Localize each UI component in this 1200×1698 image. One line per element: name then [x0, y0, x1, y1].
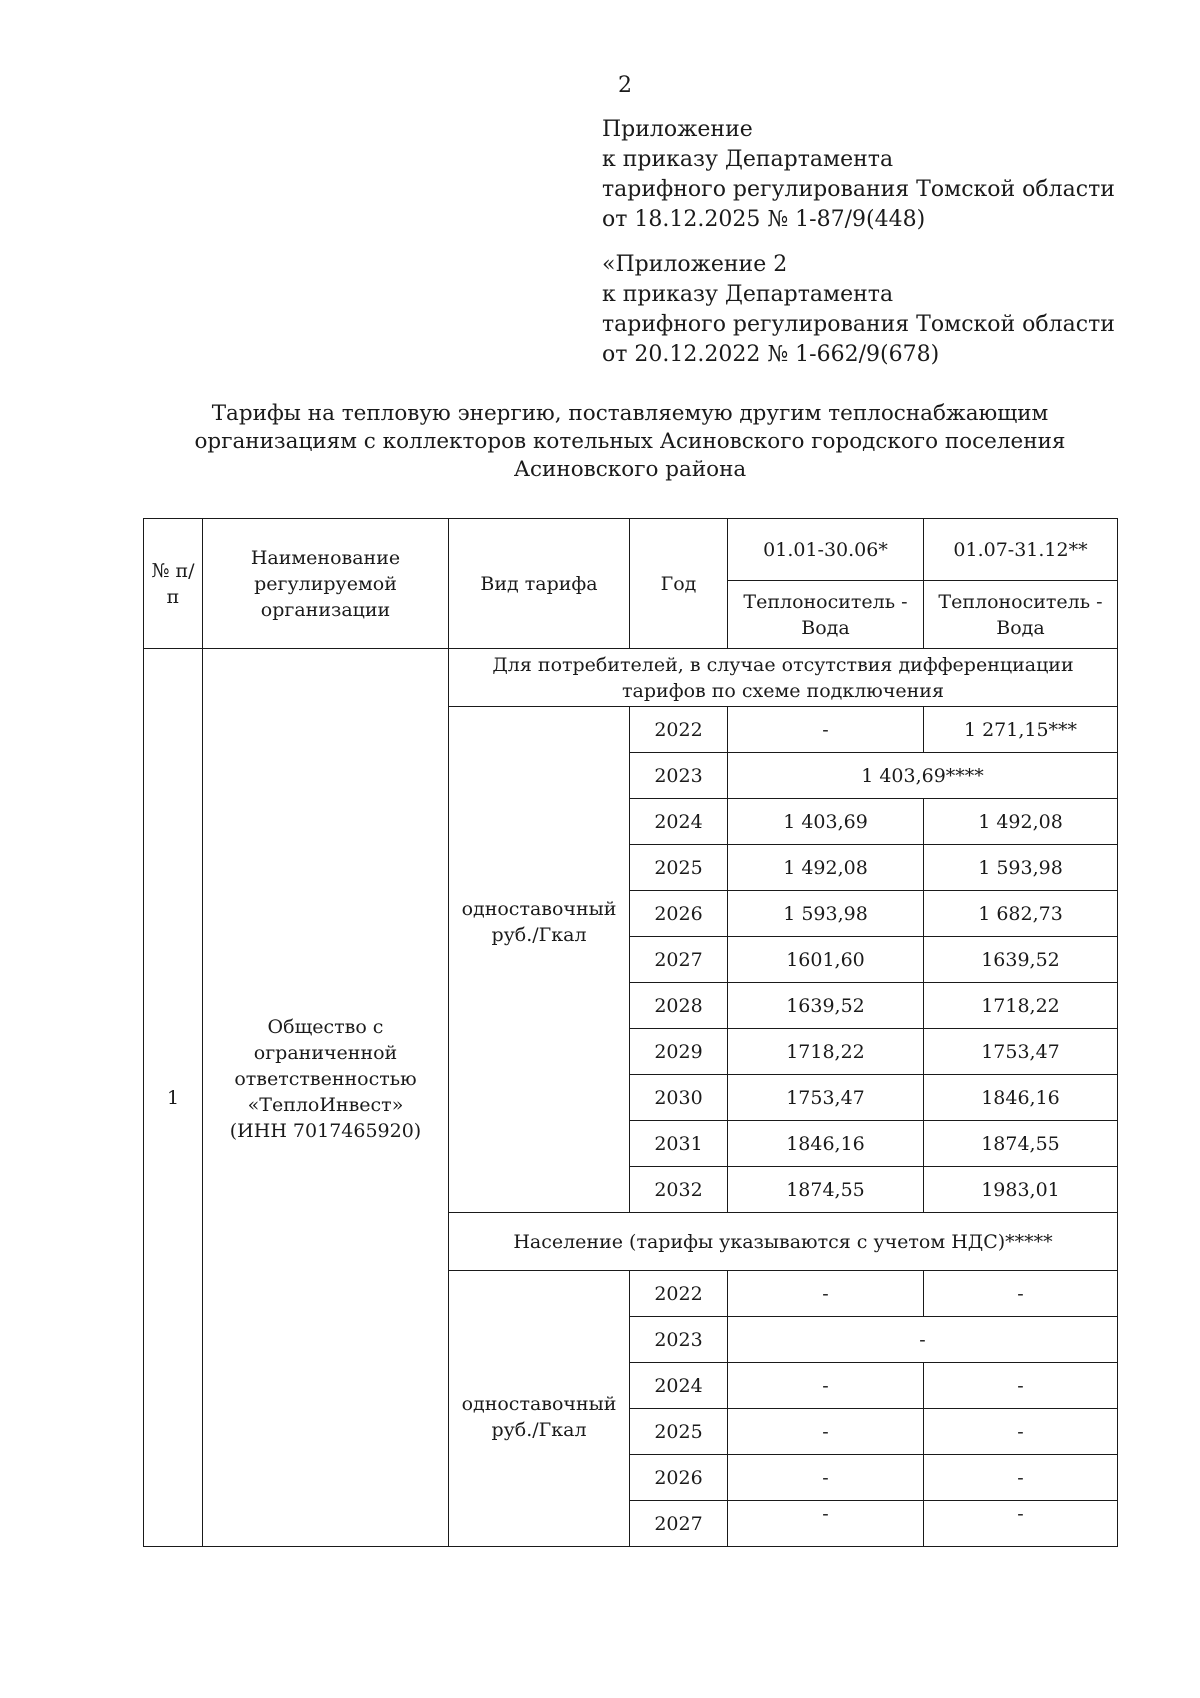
tariff-h2-cell: 1874,55 — [924, 1121, 1118, 1167]
header-carrier-1: Теплоноситель - Вода — [728, 581, 924, 649]
year-cell: 2030 — [630, 1075, 728, 1121]
tariff-type-single-rate: одноставочный руб./Гкал — [449, 1271, 630, 1547]
year-cell: 2025 — [630, 845, 728, 891]
year-cell: 2027 — [630, 1501, 728, 1547]
tariff-h1-cell: - — [728, 1455, 924, 1501]
year-cell: 2028 — [630, 983, 728, 1029]
tariff-h1-cell: - — [728, 1271, 924, 1317]
tariff-h1-cell: 1 403,69 — [728, 799, 924, 845]
year-cell: 2025 — [630, 1409, 728, 1455]
tariff-h2-cell: 1846,16 — [924, 1075, 1118, 1121]
tariff-h2-cell: 1 593,98 — [924, 845, 1118, 891]
tariff-h2-cell: 1753,47 — [924, 1029, 1118, 1075]
tariff-h1-cell: 1601,60 — [728, 937, 924, 983]
header-row — [144, 519, 1118, 581]
year-cell: 2023 — [630, 753, 728, 799]
tariff-h1-cell: 1874,55 — [728, 1167, 924, 1213]
appendix-line: тарифного регулирования Томской области — [602, 312, 1115, 337]
year-cell: 2026 — [630, 891, 728, 937]
tariff-h2-cell: 1639,52 — [924, 937, 1118, 983]
tariff-type-single-rate: одноставочный руб./Гкал — [449, 707, 630, 1213]
tariff-h2-cell: - — [924, 1409, 1118, 1455]
title-line: Тарифы на тепловую энергию, поставляемую другим теплоснабжающим — [211, 401, 1049, 426]
tariff-merged-cell: 1 403,69**** — [728, 753, 1118, 799]
header-org-name: Наименование регулируемой организации — [203, 519, 449, 649]
tariff-h1-cell: - — [728, 1501, 924, 1547]
tariff-h2-cell: 1983,01 — [924, 1167, 1118, 1213]
tariff-h1-cell: 1 492,08 — [728, 845, 924, 891]
year-cell: 2024 — [630, 1363, 728, 1409]
organization-line: «ТеплоИнвест» — [247, 1093, 404, 1116]
tariff-h2-cell: - — [924, 1455, 1118, 1501]
tariff-h2-cell: - — [924, 1501, 1118, 1547]
appendix-line: «Приложение 2 — [602, 252, 788, 277]
year-cell: 2023 — [630, 1317, 728, 1363]
year-cell: 2029 — [630, 1029, 728, 1075]
year-cell: 2022 — [630, 707, 728, 753]
year-cell: 2022 — [630, 1271, 728, 1317]
section-consumers-title: Для потребителей, в случае отсутствия дифференциации тарифов по схеме подключения — [449, 649, 1118, 707]
header-number: № п/п — [144, 519, 203, 649]
tariff-merged-cell: - — [728, 1317, 1118, 1363]
tariff-table — [143, 518, 1118, 1547]
year-cell: 2024 — [630, 799, 728, 845]
organization-line: ответственностью — [234, 1067, 417, 1090]
tariff-h2-cell: 1 682,73 — [924, 891, 1118, 937]
appendix-header — [602, 115, 1115, 235]
organization-line: (ИНН 7017465920) — [229, 1119, 422, 1142]
appendix-line: тарифного регулирования Томской области — [602, 177, 1115, 202]
row-number: 1 — [144, 649, 203, 1547]
tariff-h1-cell: 1753,47 — [728, 1075, 924, 1121]
organization-name — [203, 649, 449, 1547]
appendix-line: от 18.12.2025 № 1-87/9(448) — [602, 207, 926, 232]
section-population-title: Население (тарифы указываются с учетом НДС)***** — [449, 1213, 1118, 1271]
tariff-h1-cell: - — [728, 1363, 924, 1409]
header-period-2: 01.07-31.12** — [924, 519, 1118, 581]
header-carrier-2: Теплоноситель - Вода — [924, 581, 1118, 649]
header-period-1: 01.01-30.06* — [728, 519, 924, 581]
appendix-line: от 20.12.2022 № 1-662/9(678) — [602, 342, 940, 367]
tariff-h2-cell: 1718,22 — [924, 983, 1118, 1029]
appendix-line: к приказу Департамента — [602, 282, 894, 307]
section-row — [144, 649, 1118, 707]
organization-line: ограниченной — [253, 1041, 398, 1064]
organization-line: Общество с — [267, 1015, 384, 1038]
tariff-h1-cell: 1846,16 — [728, 1121, 924, 1167]
tariff-h1-cell: 1718,22 — [728, 1029, 924, 1075]
title-line: Асиновского района — [513, 457, 747, 482]
year-cell: 2026 — [630, 1455, 728, 1501]
tariff-h1-cell: 1639,52 — [728, 983, 924, 1029]
tariff-h1-cell: - — [728, 707, 924, 753]
tariff-h2-cell: - — [924, 1271, 1118, 1317]
tariff-h1-cell: 1 593,98 — [728, 891, 924, 937]
header-year: Год — [630, 519, 728, 649]
original-appendix-header — [602, 250, 1115, 370]
appendix-line: Приложение — [602, 117, 753, 142]
header-tariff-type: Вид тарифа — [449, 519, 630, 649]
tariff-h2-cell: 1 271,15*** — [924, 707, 1118, 753]
title-line: организациям с коллекторов котельных Асиновского городского поселения — [194, 429, 1066, 454]
year-cell: 2031 — [630, 1121, 728, 1167]
tariff-h1-cell: - — [728, 1409, 924, 1455]
year-cell: 2032 — [630, 1167, 728, 1213]
document-title — [150, 400, 1110, 484]
page-number: 2 — [618, 73, 632, 98]
tariff-h2-cell: 1 492,08 — [924, 799, 1118, 845]
tariff-h2-cell: - — [924, 1363, 1118, 1409]
appendix-line: к приказу Департамента — [602, 147, 894, 172]
year-cell: 2027 — [630, 937, 728, 983]
